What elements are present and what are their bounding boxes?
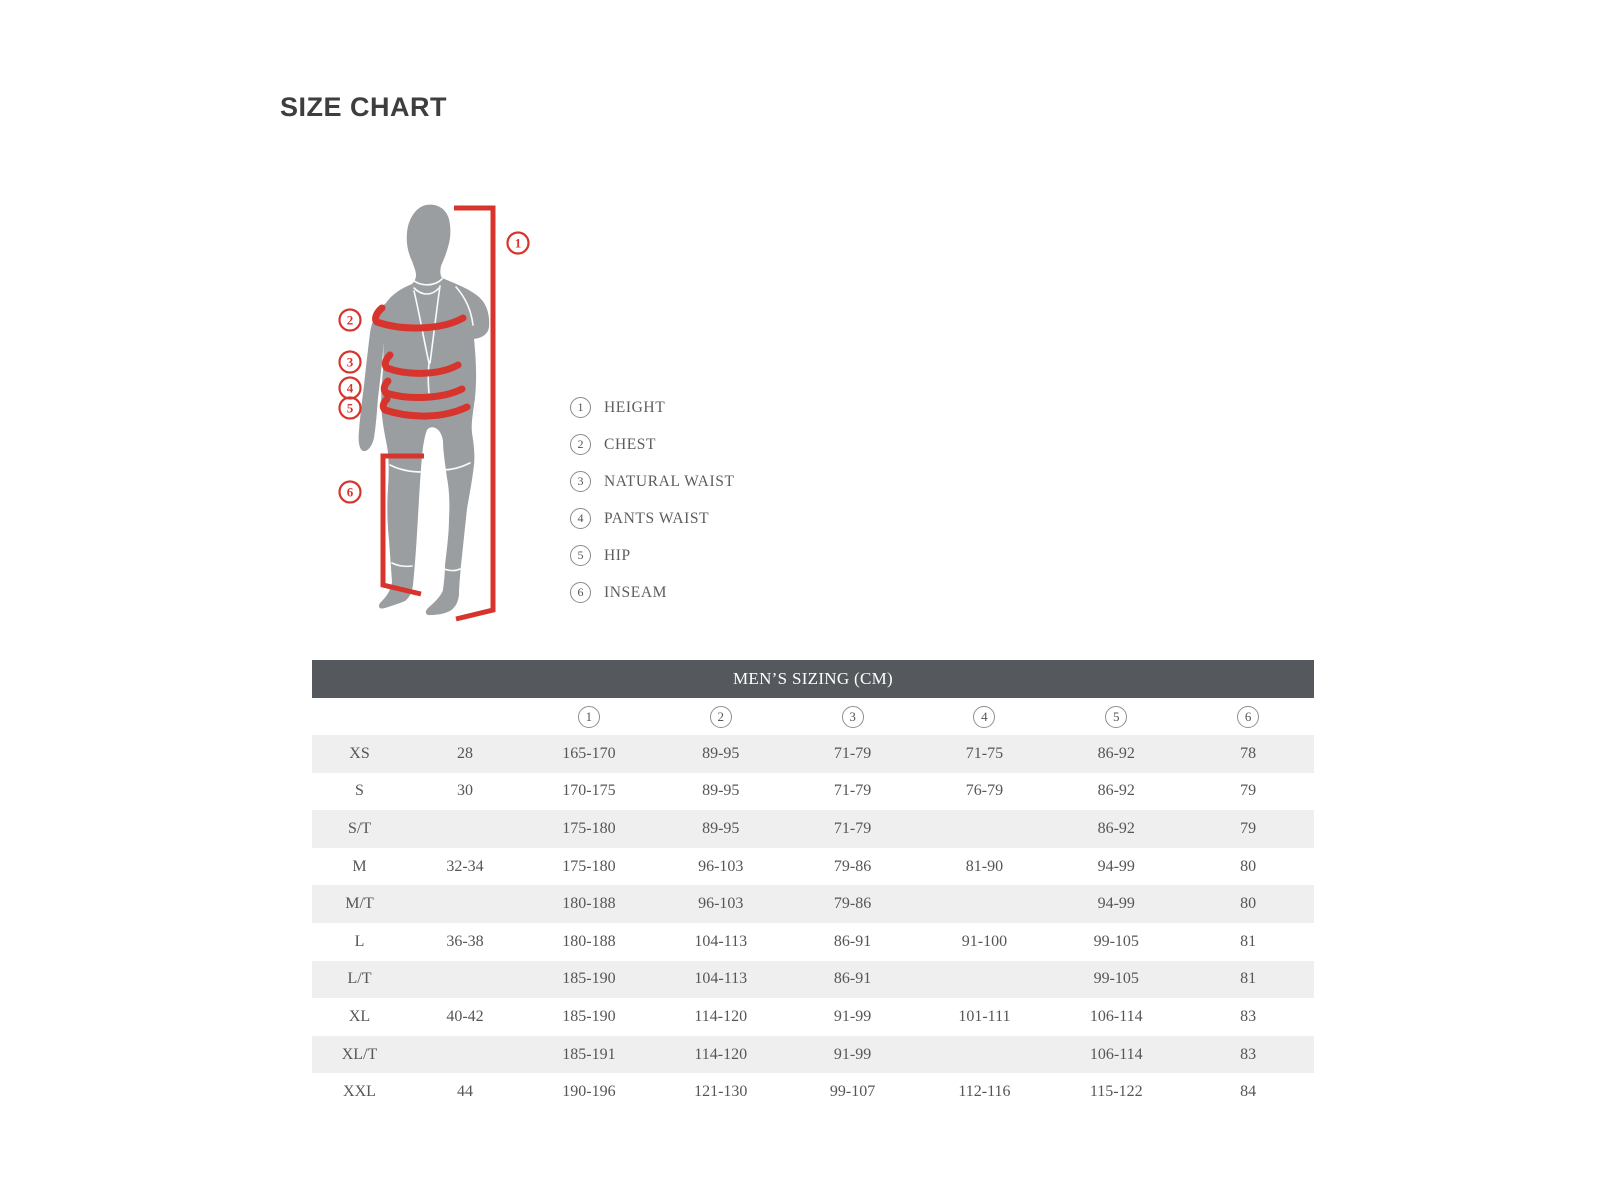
legend-item-inseam (570, 574, 735, 611)
inseam-cell: 81 (1240, 970, 1257, 988)
legend-number-circle: 5 (570, 545, 591, 566)
marker-hip (340, 398, 361, 419)
table-row (312, 998, 1314, 1036)
size-label-cell: XL (348, 1007, 371, 1025)
chest-cell: 89-95 (702, 819, 740, 837)
hip-cell: 99-105 (1093, 932, 1139, 950)
natural-waist-cell: 79-86 (833, 895, 872, 913)
svg-text:1: 1 (514, 235, 522, 251)
natural-waist-cell: 91-99 (833, 1007, 872, 1025)
natural-waist-cell: 86-91 (833, 932, 872, 950)
chest-cell: 96-103 (698, 895, 744, 913)
natural-waist-cell: 99-107 (829, 1083, 876, 1101)
pants-waist-cell: 91-100 (961, 932, 1008, 950)
height-cell: 180-188 (562, 895, 616, 913)
natural-waist-cell: 79-86 (833, 857, 872, 875)
sizing-table-rows (312, 735, 1314, 1111)
body-silhouette (359, 205, 490, 616)
legend-number-circle: 3 (570, 471, 591, 492)
marker-height (508, 233, 529, 254)
hip-cell: 94-99 (1097, 857, 1135, 875)
chest-cell: 96-103 (698, 857, 744, 875)
chest-cell: 121-130 (694, 1083, 748, 1101)
natural-waist-cell: 71-79 (833, 819, 872, 837)
height-cell: 190-196 (562, 1083, 616, 1101)
inseam-cell: 80 (1240, 857, 1257, 875)
table-row (312, 1073, 1314, 1111)
hip-cell: 94-99 (1097, 895, 1135, 913)
inseam-cell: 83 (1240, 1045, 1257, 1063)
marker-inseam (340, 482, 361, 503)
legend-label: HEIGHT (604, 398, 666, 416)
table-row (312, 885, 1314, 923)
inseam-cell: 79 (1240, 819, 1257, 837)
body-measurement-figure (330, 195, 540, 625)
size-label-cell: M/T (345, 895, 374, 913)
chest-cell: 104-113 (694, 932, 748, 950)
svg-text:6: 6 (346, 484, 354, 500)
height-cell: 185-191 (562, 1045, 616, 1063)
table-title-bar: MEN’S SIZING (CM) (312, 660, 1314, 698)
inseam-cell: 81 (1240, 932, 1257, 950)
hip-cell: 86-92 (1097, 782, 1135, 800)
table-row (312, 773, 1314, 811)
table-row (312, 810, 1314, 848)
column-marker-3: 3 (842, 706, 864, 728)
measurement-legend (570, 389, 735, 611)
height-cell: 185-190 (562, 970, 616, 988)
page-title: SIZE CHART (280, 92, 447, 122)
inseam-cell: 79 (1240, 782, 1257, 800)
height-cell: 185-190 (562, 1007, 616, 1025)
legend-item-hip (570, 537, 735, 574)
chest-cell: 89-95 (702, 782, 740, 800)
size-label-cell: XXL (343, 1083, 376, 1101)
pants-waist-cell: 81-90 (965, 857, 1004, 875)
natural-waist-cell: 71-79 (833, 744, 872, 762)
column-marker-row (312, 698, 1314, 735)
natural-waist-cell: 71-79 (833, 782, 872, 800)
chest-cell: 104-113 (694, 970, 748, 988)
inseam-cell: 83 (1240, 1007, 1257, 1025)
natural-waist-cell: 86-91 (833, 970, 872, 988)
mens-sizing-table (312, 660, 1314, 1111)
svg-text:5: 5 (346, 400, 354, 416)
pants-waist-cell: 71-75 (965, 744, 1004, 762)
size-inches-cell: 36-38 (446, 932, 484, 950)
column-marker-1: 1 (578, 706, 600, 728)
size-label-cell: XS (349, 744, 370, 762)
chest-cell: 89-95 (702, 744, 740, 762)
marker-chest (340, 310, 361, 331)
hip-cell: 106-114 (1089, 1007, 1143, 1025)
marker-natural-waist (340, 352, 361, 373)
height-cell: 180-188 (562, 932, 616, 950)
legend-item-height (570, 389, 735, 426)
size-inches-cell: 44 (457, 1083, 473, 1101)
hip-cell: 86-92 (1097, 819, 1135, 837)
height-cell: 165-170 (562, 744, 616, 762)
table-row (312, 848, 1314, 886)
size-inches-cell: 32-34 (446, 857, 484, 875)
column-marker-5: 5 (1105, 706, 1127, 728)
legend-label: PANTS WAIST (604, 509, 710, 527)
size-label-cell: M (352, 857, 367, 875)
height-cell: 175-180 (562, 819, 616, 837)
marker-pants-waist (340, 378, 361, 399)
height-cell: 175-180 (562, 857, 616, 875)
size-inches-cell: 40-42 (446, 1007, 484, 1025)
legend-number-circle: 6 (570, 582, 591, 603)
size-label-cell: L/T (347, 970, 372, 988)
inseam-cell: 78 (1240, 744, 1257, 762)
table-row (312, 923, 1314, 961)
legend-label: NATURAL WAIST (604, 472, 735, 490)
table-row (312, 961, 1314, 999)
size-inches-cell: 28 (457, 744, 473, 762)
column-marker-2: 2 (710, 706, 732, 728)
legend-label: CHEST (604, 435, 657, 453)
column-marker-6: 6 (1237, 706, 1259, 728)
svg-text:4: 4 (346, 380, 354, 396)
chest-cell: 114-120 (694, 1045, 748, 1063)
table-row (312, 735, 1314, 773)
legend-number-circle: 4 (570, 508, 591, 529)
size-label-cell: L (354, 932, 365, 950)
table-row (312, 1036, 1314, 1074)
hip-cell: 106-114 (1089, 1045, 1143, 1063)
natural-waist-cell: 91-99 (833, 1045, 872, 1063)
legend-item-chest (570, 426, 735, 463)
pants-waist-cell: 112-116 (958, 1083, 1011, 1101)
inseam-cell: 84 (1240, 1083, 1257, 1101)
legend-number-circle: 1 (570, 397, 591, 418)
column-marker-4: 4 (973, 706, 995, 728)
size-inches-cell: 30 (457, 782, 473, 800)
svg-text:2: 2 (346, 312, 354, 328)
chest-cell: 114-120 (694, 1007, 748, 1025)
svg-text:3: 3 (346, 354, 354, 370)
legend-item-pants-waist (570, 500, 735, 537)
legend-number-circle: 2 (570, 434, 591, 455)
size-label-cell: XL/T (341, 1045, 378, 1063)
size-label-cell: S (355, 782, 364, 800)
legend-label: HIP (604, 546, 631, 564)
hip-cell: 115-122 (1089, 1083, 1143, 1101)
inseam-cell: 80 (1240, 895, 1257, 913)
legend-item-natural-waist (570, 463, 735, 500)
legend-label: INSEAM (604, 583, 668, 601)
size-label-cell: S/T (347, 819, 372, 837)
hip-cell: 99-105 (1093, 970, 1139, 988)
pants-waist-cell: 76-79 (965, 782, 1004, 800)
height-cell: 170-175 (562, 782, 616, 800)
pants-waist-cell: 101-111 (958, 1007, 1011, 1025)
hip-cell: 86-92 (1097, 744, 1135, 762)
